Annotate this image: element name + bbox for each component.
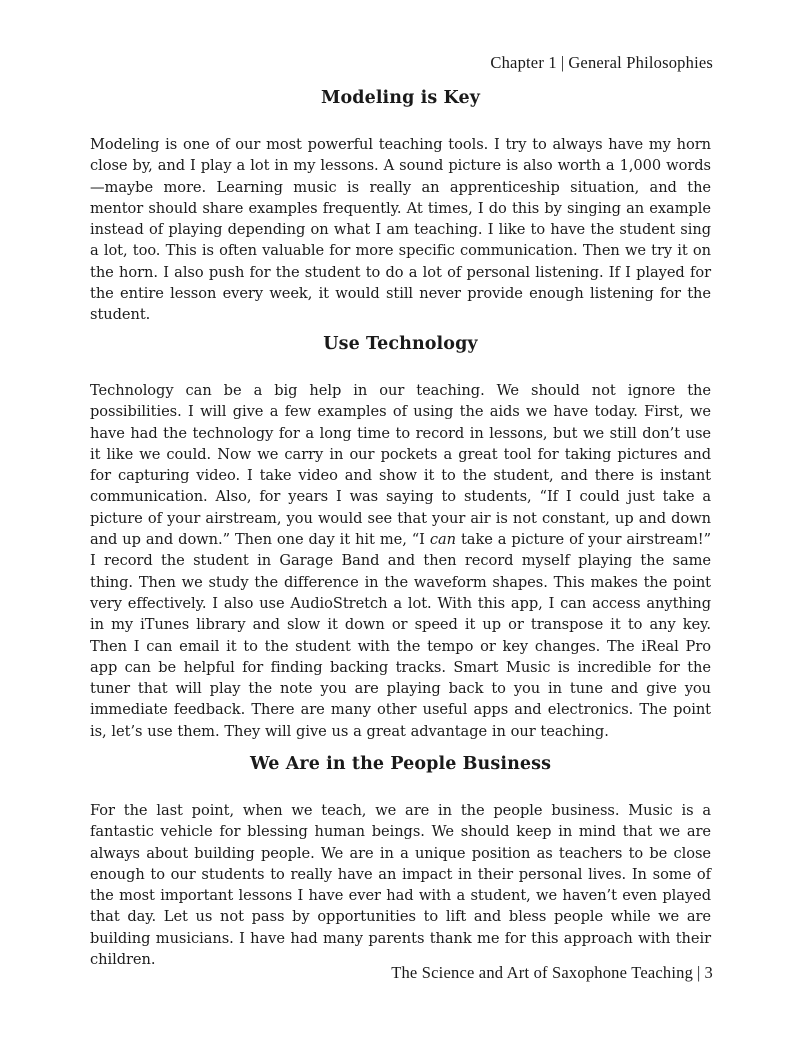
section-people-business bbox=[90, 754, 711, 970]
running-footer bbox=[391, 963, 713, 983]
section-heading: Modeling is Key bbox=[321, 88, 480, 108]
section-heading: We Are in the People Business bbox=[249, 754, 552, 774]
book-title: The Science and Art of Saxophone Teaching bbox=[391, 963, 694, 982]
section-heading: Use Technology bbox=[323, 334, 478, 354]
section-use-technology bbox=[90, 334, 711, 742]
paragraph-text-part: Technology can be a big help in our teaching. We should not ignore the possibilities. I will give a few examples of using the aids we have today. First, we have had the technology for a long time to record in lessons, but we still don’t use it like we could. Now we carry in our pockets a great tool for taking pictures and for capturing video. I take video and show it to the student, and there is instant communication. Also, for years I was saying to students, “If I could just take a picture of your airstream, you would see that your air is not constant, up and down and up and down.” Then one day it hit me, “I bbox=[90, 382, 711, 549]
chapter-title: General Philosophies bbox=[568, 53, 713, 72]
section-paragraph: For the last point, when we teach, we are in the people business. Music is a fantastic vehicle for blessing human beings. We should keep in mind that we are always about building people. We are in a unique position as teachers to be close enough to our students to really have an impact in their personal lives. In some of the most important lessons I have ever had with a student, we haven’t even played that day. Let us not pass by opportunities to lift and bless people while we are building musicians. I have had many parents thank me for this approach with their children. bbox=[90, 802, 711, 969]
section-modeling-is-key bbox=[90, 88, 711, 326]
section-paragraph: Modeling is one of our most powerful teaching tools. I try to always have my horn close by, and I play a lot in my lessons. A sound picture is also worth a 1,000 words—maybe more. Learning music is really an apprenticeship situation, and the mentor should share examples frequently. At times, I do this by singing an example instead of playing depending on what I am teaching. I like to have the student sing a lot, too. This is often valuable for more specific communication. Then we try it on the horn. I also push for the student to do a lot of personal listening. If I played for the entire lesson every week, it would still never provide enough listening for the student. bbox=[90, 136, 711, 324]
chapter-label: Chapter 1 bbox=[490, 53, 557, 72]
header-separator: | bbox=[560, 53, 565, 72]
footer-separator: | bbox=[697, 963, 701, 982]
running-header bbox=[490, 53, 713, 73]
italic-emphasis: can bbox=[429, 531, 456, 549]
page-number: 3 bbox=[704, 963, 713, 982]
section-paragraph bbox=[90, 380, 711, 742]
paragraph-text-part: take a picture of your airstream!” I record the student in Garage Band and then record myself playing the same thing. Then we study the difference in the waveform shapes. This makes the point very effectively. I also use AudioStretch a lot. With this app, I can access anything in my iTunes library and slow it down or speed it up or transpose it to any key. Then I can email it to the student with the tempo or key changes. The iReal Pro app can be helpful for finding backing tracks. Smart Music is incredible for the tuner that will play the note you are playing back to you in tune and give you immediate feedback. There are many other useful apps and electronics. The point is, let’s use them. They will give us a great advantage in our teaching. bbox=[90, 531, 711, 740]
